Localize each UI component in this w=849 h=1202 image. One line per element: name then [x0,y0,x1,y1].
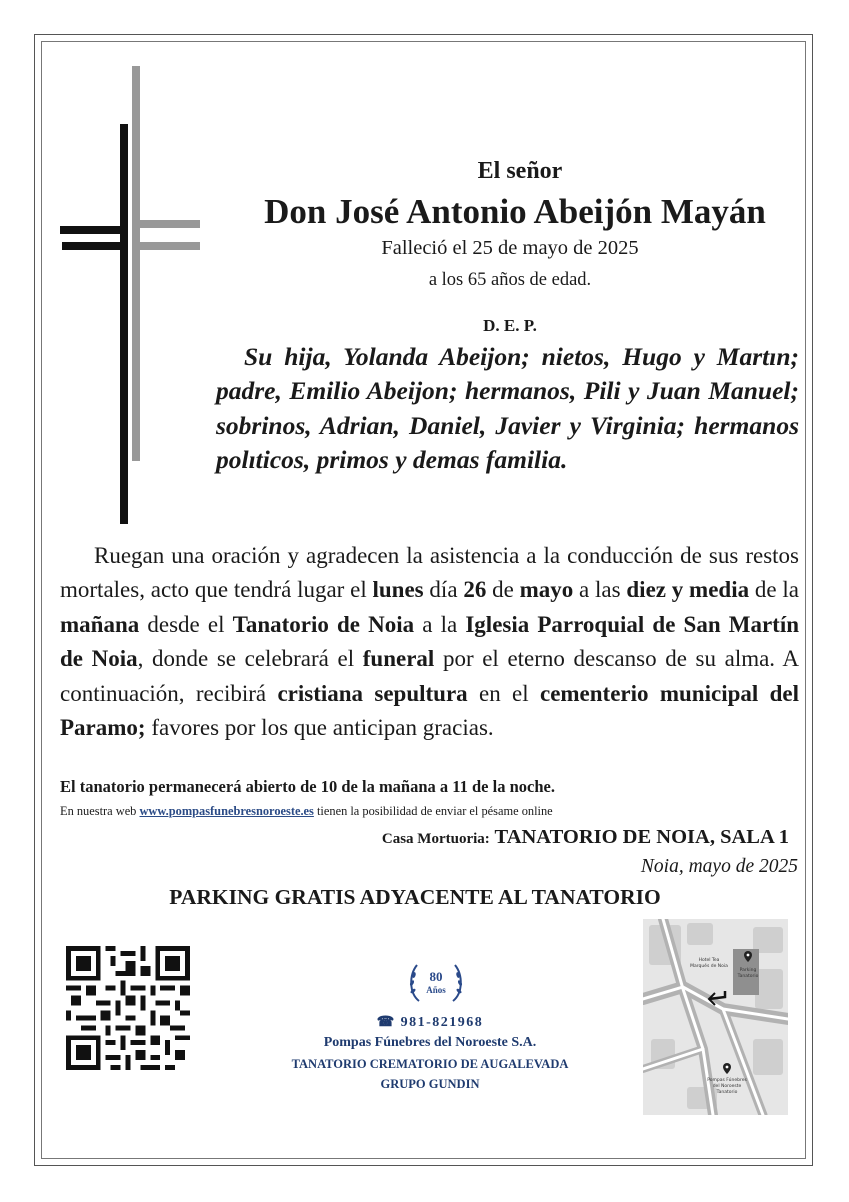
phone-line [290,1014,570,1031]
company-name: Pompas Fúnebres del Noroeste S.A. [323,1035,537,1050]
funeral-home-value: TANATORIO DE NOIA, SALA 1 [489,826,789,848]
crematorium-name: TANATORIO CREMATORIO DE AUGALEVADA [291,1057,569,1071]
rip-label: D. E. P. [483,316,537,335]
body-text: , donde se celebrará el [137,646,363,672]
body-text: a las [573,577,627,603]
phone-icon: ☎ [376,1015,396,1030]
place-date: Noia, mayo de 2025 [640,856,798,877]
death-date: Falleció el 25 de mayo de 2025 [381,237,639,259]
80-years-logo [405,957,467,1009]
body-text: desde el [139,611,233,637]
location-map[interactable] [643,919,788,1115]
body-date: 26 [463,577,487,603]
ceremony-paragraph [60,539,799,745]
website-link[interactable]: www.pompasfunebresnoroeste.es [139,804,314,818]
parking-notice: PARKING GRATIS ADYACENTE AL TANATORIO [169,885,661,909]
body-text: a la [414,611,466,637]
web-suffix: tienen la posibilidad de enviar el pésame online [313,804,553,818]
body-funeral: funeral [362,646,435,672]
body-text: en el [467,680,540,706]
map-label-company3: Tanatorio [716,1090,738,1095]
web-prefix: En nuestra web [60,804,140,818]
funeral-home-line [382,826,789,849]
body-text: favores por los que anticipan gracias. [145,715,494,741]
family-list: Su hija, Yolanda Abeijon; nietos, Hugo y Martın; padre, Emilio Abeijon; hermanos, Pili y Juan Manuel; sobrinos, Adrian, Daniel, Javier y Virginia; hermanos polıticos, primos y demas familia. [216,342,799,475]
body-period: mañana [60,611,140,637]
map-label-company: Pompas Fúnebres [707,1078,747,1083]
web-condolence-note [60,804,810,819]
map-label-hotel2: Marqués de Noia [690,964,728,969]
phone-number[interactable]: 981-821968 [400,1015,484,1030]
body-church: Iglesia Parroquial de San Martín de Noia [60,611,800,672]
cross-icon [60,66,205,526]
body-day: lunes [372,577,424,603]
body-month: mayo [519,577,574,603]
body-text: Ruegan una oración y agradecen la asistencia a la conducción de sus restos mortales, acto que tendrá lugar el [60,543,799,603]
map-label-parking: Parking [739,968,757,973]
body-text: de la [749,577,799,603]
body-text: de [486,577,520,603]
map-label-hotel: Hotel Tea [698,958,720,963]
deceased-age: a los 65 años de edad. [428,270,592,290]
group-name: GRUPO GUNDIN [380,1077,480,1091]
qr-code-icon[interactable] [66,946,190,1070]
body-cemetery: cementerio municipal del Paramo; [60,680,799,741]
map-label-company2: del Noroeste [712,1084,742,1089]
body-text: por el eterno descanso de su alma. A continuación, recibirá [60,646,800,706]
logo-number: 80 [429,969,443,984]
funeral-home-label: Casa Mortuoria: [381,831,490,847]
body-burial: cristiana sepultura [277,680,468,706]
logo-word: Años [426,985,446,995]
body-time: diez y media [626,577,750,603]
opening-hours-note: El tanatorio permanecerá abierto de 10 de la mañana a 11 de la noche. [60,777,555,796]
body-text: día [423,577,464,603]
map-label-parking2: Tanatorio [737,974,759,979]
obituary-intro: El señor [477,158,563,184]
body-origin: Tanatorio de Noia [232,611,415,637]
deceased-name: Don José Antonio Abeijón Mayán [264,192,766,231]
